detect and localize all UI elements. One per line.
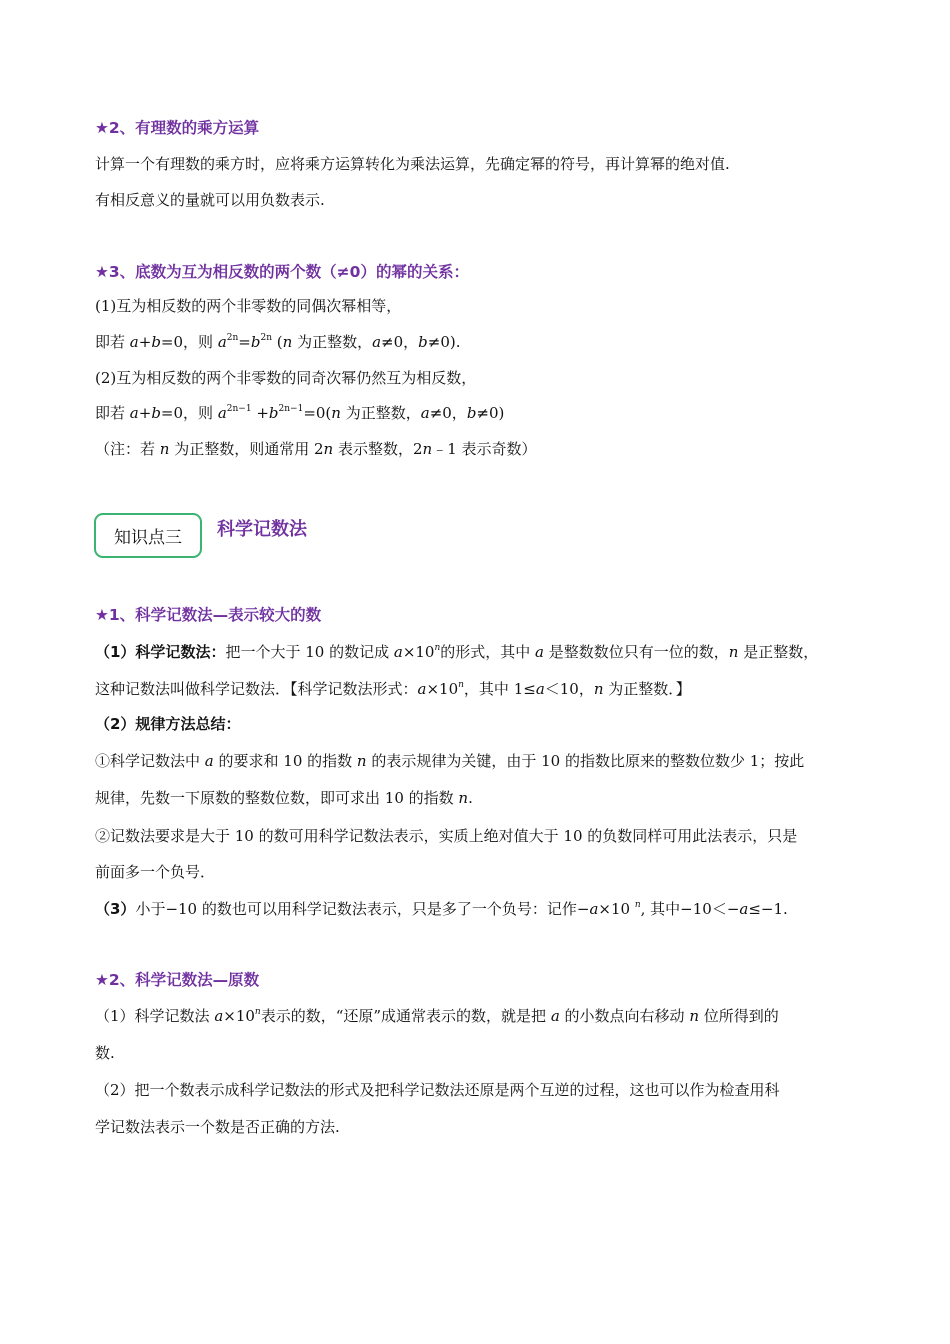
paragraph: (1)互为相反数的两个非零数的同偶次幂相等，: [95, 297, 402, 315]
paragraph: 规律，先数一下原数的整数位数，即可求出 10 的指数 n.: [95, 789, 473, 807]
section-heading-opposite-base-powers: ★3、底数为互为相反数的两个数（≠0）的幂的关系：: [95, 263, 469, 281]
paragraph: ①科学记数法中 a 的要求和 10 的指数 n 的表示规律为关键，由于 10 的指数比原来的整数位数少 1；按此: [95, 752, 805, 770]
note: （注：若 n 为正整数，则通常用 2n 表示整数，2n﹣1 表示奇数）: [95, 440, 537, 458]
paragraph: 数.: [95, 1044, 115, 1062]
section-heading-power-operation: ★2、有理数的乘方运算: [95, 119, 260, 137]
definition-line: （1）科学记数法：把一个大于 10 的数记成 $a\times 10^n$的形式，其中 a 是整数数位只有一位的数，n 是正整数，: [95, 643, 819, 661]
paragraph: ②记数法要求是大于 10 的数可用科学记数法表示，实质上绝对值大于 10 的负数同样可用此法表示，只是: [95, 827, 798, 845]
paragraph: 计算一个有理数的乘方时，应将乘方运算转化为乘法运算，先确定幂的符号，再计算幂的绝对值.: [95, 155, 730, 173]
formula-line-even-power: 即若 a+b=0，则 $a^{2n}=b^{2n}$ (n 为正整数，a≠0，b≠0).: [95, 333, 461, 351]
paragraph: 前面多一个负号．: [95, 863, 216, 881]
definition-line: 这种记数法叫做科学记数法．【科学记数法形式：$a\times 10^n$，其中 1≤a＜10，n 为正整数．】: [95, 680, 691, 698]
paragraph: 学记数法表示一个数是否正确的方法.: [95, 1118, 340, 1136]
paragraph: （2）把一个数表示成科学记数法的形式及把科学记数法还原是两个互逆的过程，这也可以作为检查用科: [95, 1081, 780, 1099]
formula-line-odd-power: 即若 a+b=0，则 $a^{2n-1} +b^{2n-1}=0(n$ 为正整数，a≠0，b≠0): [95, 404, 505, 422]
knowledge-point-badge: 知识点三: [94, 513, 202, 558]
paragraph: （1）科学记数法 $a\times 10^n$表示的数，“还原”成通常表示的数，就是把 a 的小数点向右移动 n 位所得到的: [95, 1007, 779, 1025]
section-heading-scientific-notation-large: ★1、科学记数法—表示较大的数: [95, 606, 322, 624]
paragraph: （3）小于−10 的数也可以用科学记数法表示，只是多了一个负号：记作−a×10 $^n$, 其中−10＜−a≤−1.: [95, 900, 788, 918]
section-heading-scientific-notation-original: ★2、科学记数法—原数: [95, 971, 260, 989]
paragraph: 有相反意义的量就可以用负数表示.: [95, 191, 325, 209]
paragraph: (2)互为相反数的两个非零数的同奇次幂仍然互为相反数，: [95, 369, 477, 387]
subheading: （2）规律方法总结：: [95, 715, 241, 733]
knowledge-point-title: 科学记数法: [217, 519, 307, 540]
